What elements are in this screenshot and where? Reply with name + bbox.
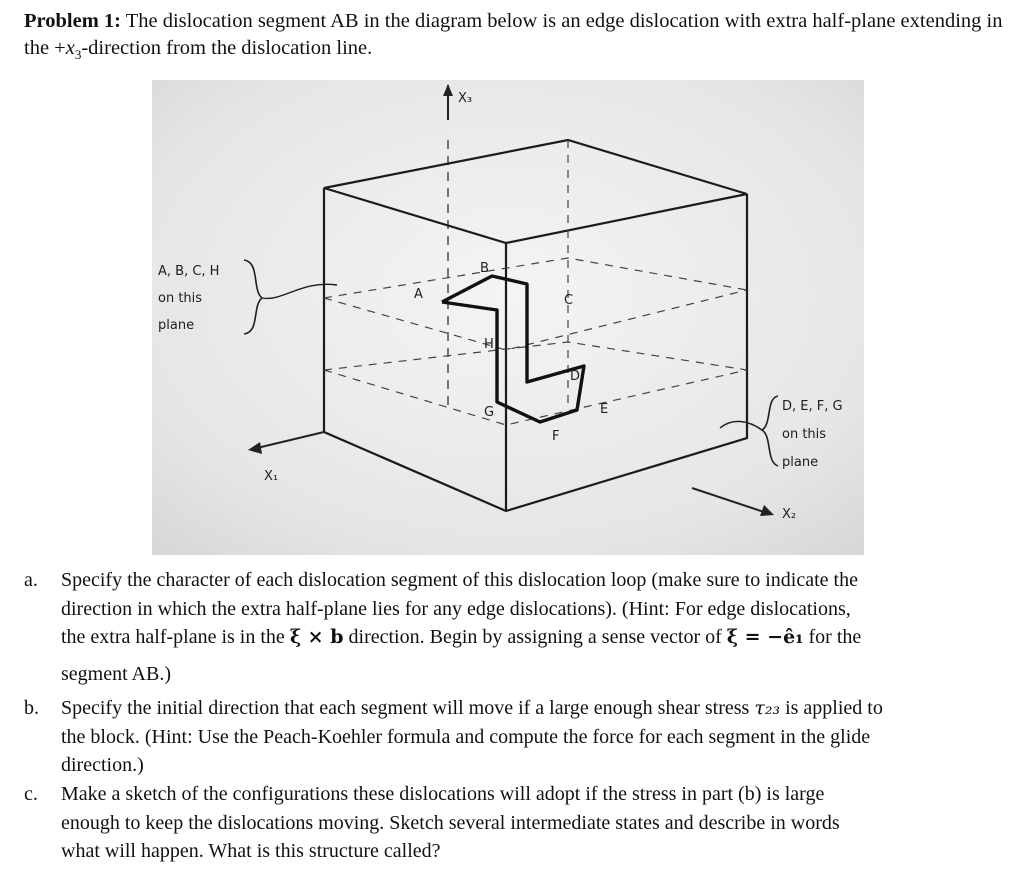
dislocation-diagram-photo — [152, 80, 864, 555]
x3-axis-label: X₃ — [458, 91, 473, 106]
question-a-line3-text3: for the — [808, 626, 862, 648]
point-b-label: B — [480, 261, 489, 276]
question-b-line1-text1: Specify the initial direction that each segment will move if a large enough shear stress — [61, 697, 750, 719]
x2-axis-label: X₂ — [782, 507, 797, 522]
note-left-line2: on this — [158, 291, 203, 306]
question-a-line3-text1: the extra half-plane is in the — [61, 626, 285, 648]
shear-stress-tau: τ₂₃ — [754, 697, 781, 719]
question-b-text — [61, 694, 1021, 780]
note-left-line1: A, B, C, H — [158, 264, 220, 279]
problem-statement — [24, 8, 1004, 68]
question-a-label: a. — [24, 569, 38, 591]
xi-sense-vector: ξ = −ê₁ — [726, 626, 804, 648]
question-a-line3 — [61, 623, 1021, 660]
xi-cross-b: ξ × b — [289, 626, 344, 648]
question-a-line2: direction in which the extra half-plane lies for any edge dislocations). (Hint: For edge dislocations, — [61, 597, 851, 620]
point-d-label: D — [570, 369, 581, 384]
question-a-line4: segment AB.) — [61, 663, 171, 685]
point-h-label: H — [484, 337, 494, 352]
note-right-line1: D, E, F, G — [782, 399, 843, 414]
intro-text-1: The dislocation segment AB in the diagram below is an edge dislocation with extra half-plane extending in the + — [24, 10, 1003, 59]
question-a-line1: Specify the character of each dislocation segment of this dislocation loop (make sure to indicate the — [61, 569, 858, 591]
question-c-line1: Make a sketch of the configurations these dislocations will adopt if the stress in part (b) is large — [61, 783, 825, 805]
intro-subscript: 3 — [74, 47, 82, 63]
note-right-line2: on this — [782, 427, 827, 442]
question-a-text — [61, 566, 1021, 689]
question-c-text — [61, 780, 1021, 866]
question-b-line1 — [61, 694, 1021, 723]
point-g-label: G — [484, 405, 495, 420]
point-a-label: A — [414, 287, 423, 302]
dislocation-diagram — [152, 80, 864, 555]
question-c-label: c. — [24, 783, 38, 805]
question-b-line2: the block. (Hint: Use the Peach-Koehler formula and compute the force for each segment in the glide — [61, 725, 871, 748]
question-c-line3: what will happen. What is this structure called? — [61, 840, 441, 862]
problem-heading: Problem 1: — [24, 10, 121, 32]
question-b-line1-text2: is applied to — [785, 697, 883, 719]
note-left-line3: plane — [158, 318, 195, 333]
question-a-line3-text2: direction. Begin by assigning a sense vector of — [348, 626, 722, 648]
question-c-line2: enough to keep the dislocations moving. Sketch several intermediate states and describe in words — [61, 811, 840, 834]
question-b-line3: direction.) — [61, 754, 144, 776]
point-c-label: C — [564, 293, 574, 308]
intro-text-2: -direction from the dislocation line. — [81, 37, 373, 59]
intro-variable: x — [65, 37, 75, 59]
x1-axis-label: X₁ — [264, 469, 279, 484]
question-b-label: b. — [24, 697, 39, 719]
point-f-label: F — [552, 429, 560, 444]
note-right-line3: plane — [782, 455, 819, 470]
point-e-label: E — [600, 402, 609, 417]
